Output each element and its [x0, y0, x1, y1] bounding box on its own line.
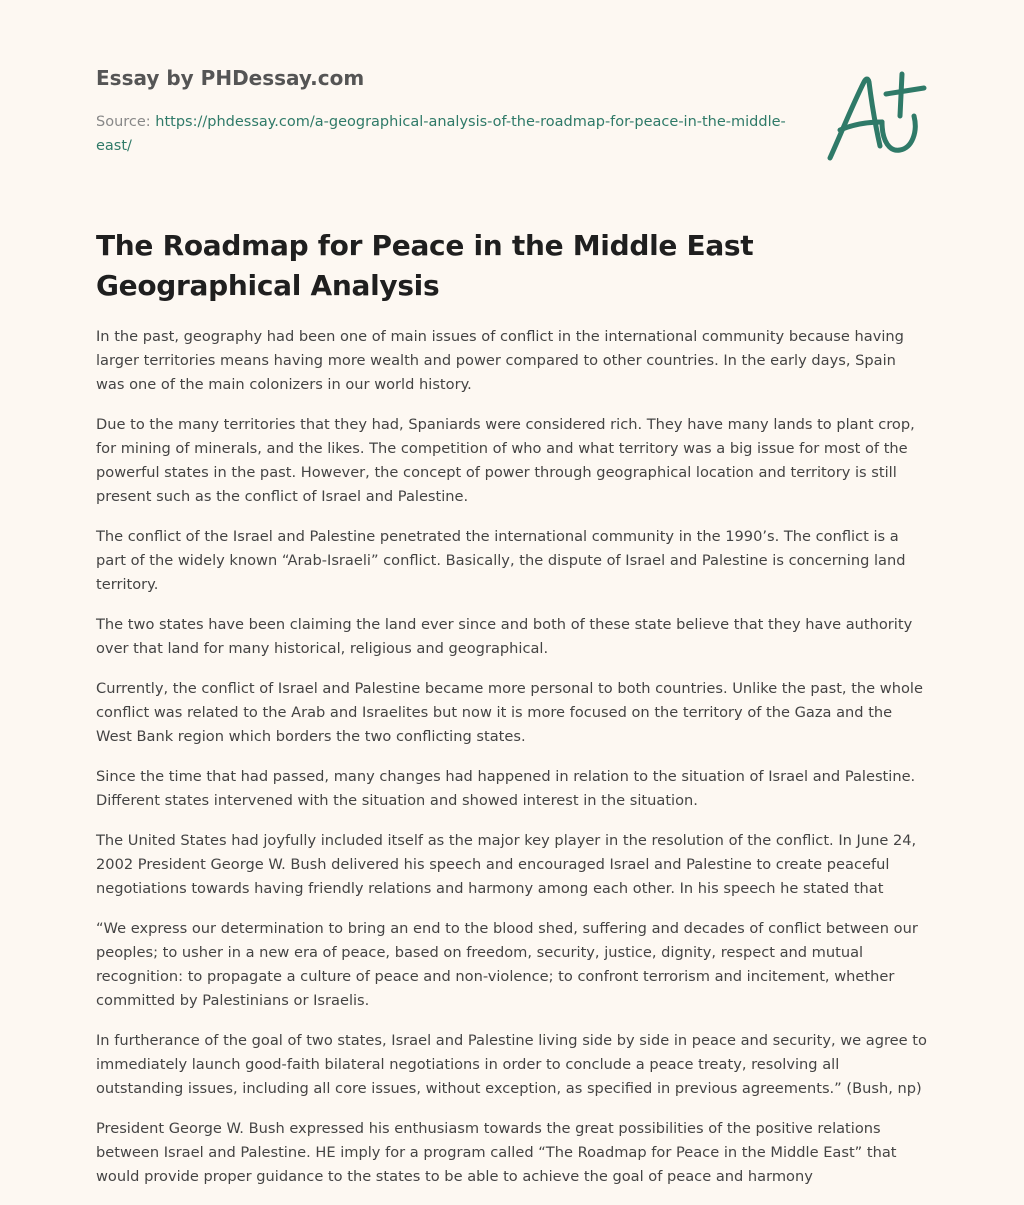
- paragraph: Due to the many territories that they had, Spaniards were considered rich. They have many lands to plant crop, for mining of minerals, and the likes. The competition of who and what territory was a big issue for most of the powerful states in the past. However, the concept of power through geographical location and territory is still present such as the conflict of Israel and Palestine.: [96, 416, 915, 505]
- page-header: [96, 64, 796, 158]
- source-link[interactable]: https://phdessay.com/a-geographical-analysis-of-the-roadmap-for-peace-in-the-middle-east/: [96, 114, 786, 154]
- paragraph: Currently, the conflict of Israel and Palestine became more personal to both countries. Unlike the past, the whole conflict was related to the Arab and Israelites but now it is more focused on the territory of the Gaza and the West Bank region which borders the two conflicting states.: [96, 680, 923, 745]
- paragraph: President George W. Bush expressed his enthusiasm towards the great possibilities of the positive relations between Israel and Palestine. HE imply for a program called “The Roadmap for Peace in the Middle East” that would provide proper guidance to the states to be able to achieve the goal of peace and harmony: [96, 1120, 897, 1185]
- source-label: Source:: [96, 114, 151, 130]
- article-body: [96, 325, 928, 1205]
- paragraph: Since the time that had passed, many changes had happened in relation to the situation of Israel and Palestine. Different states intervened with the situation and showed interest in the situation.: [96, 768, 916, 809]
- paragraph: The United States had joyfully included itself as the major key player in the resolution of the conflict. In June 24, 2002 President George W. Bush delivered his speech and encouraged Israel and Palestine to create peaceful negotiations towards having friendly relations and harmony among each other. In his speech he stated that: [96, 832, 917, 897]
- paragraph: The conflict of the Israel and Palestine penetrated the international community in the 1990’s. The conflict is a part of the widely known “Arab-Israeli” conflict. Basically, the dispute of Israel and Palestine is concerning land territory.: [96, 528, 906, 593]
- site-brand: Essay by PHDessay.com: [96, 66, 365, 90]
- a-plus-grade-icon: [820, 66, 930, 166]
- source-line: [96, 110, 786, 158]
- paragraph: In the past, geography had been one of main issues of conflict in the international community because having larger territories means having more wealth and power compared to other countries. In the early days, Spain was one of the main colonizers in our world history.: [96, 328, 904, 393]
- paragraph: “We express our determination to bring an end to the blood shed, suffering and decades of conflict between our peoples; to usher in a new era of peace, based on freedom, security, justice, dignity, respect and mutual recognition: to propagate a culture of peace and non-violence; to confront terrorism and incitement, whether committed by Palestinians or Israelis.: [96, 920, 918, 1009]
- paragraph: The two states have been claiming the land ever since and both of these state believe that they have authority over that land for many historical, religious and geographical.: [96, 616, 913, 657]
- paragraph: In furtherance of the goal of two states, Israel and Palestine living side by side in peace and security, we agree to immediately launch good-faith bilateral negotiations in order to conclude a peace treaty, resolving all outstanding issues, including all core issues, without exception, as specified in previous agreements.” (Bush, np): [96, 1032, 927, 1097]
- article-title: The Roadmap for Peace in the Middle East Geographical Analysis: [96, 229, 754, 302]
